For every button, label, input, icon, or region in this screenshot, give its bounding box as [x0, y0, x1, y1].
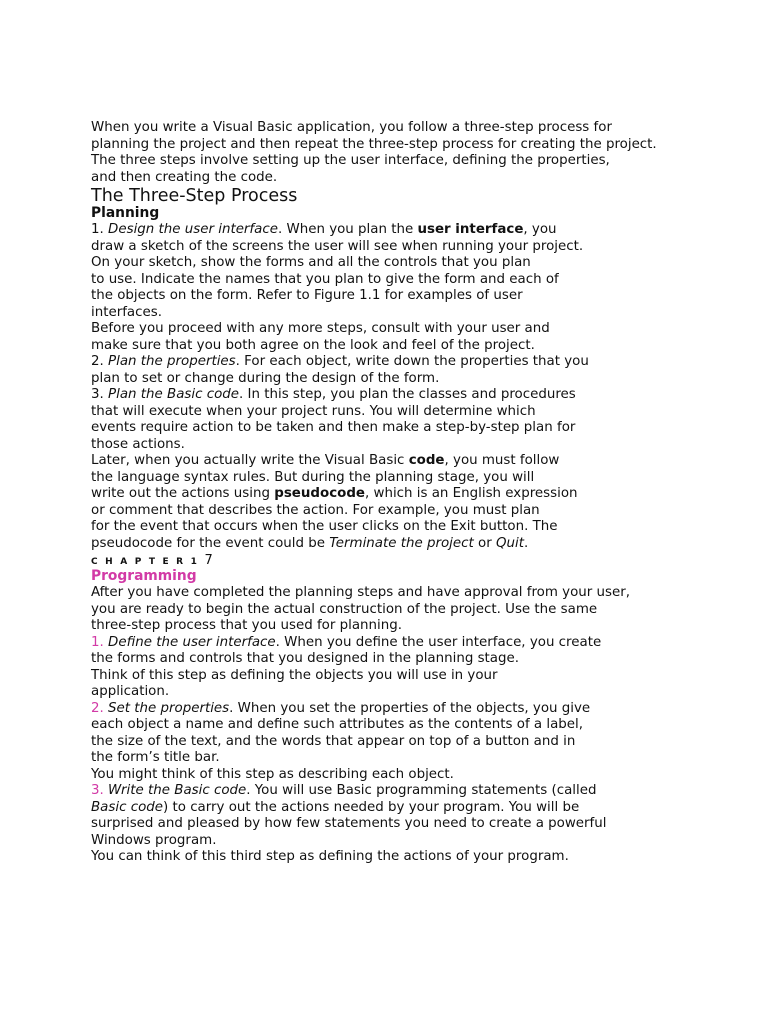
planning-heading: Planning [91, 205, 160, 221]
programming-step3-line2 [91, 800, 728, 817]
programming-line: After you have completed the planning steps and have approval from your user, [91, 585, 631, 600]
step-text: . When you define the user interface, you create [275, 634, 602, 650]
planning-line: On your sketch, show the forms and all the controls that you plan [91, 255, 531, 270]
programming-heading: Programming [91, 568, 197, 584]
programming-line: the size of the text, and the words that appear on top of a button and in [91, 733, 576, 749]
step-title: Write the Basic code [108, 783, 247, 798]
step-number: 2. [91, 700, 109, 716]
programming-step1-line [91, 635, 728, 652]
planning-line: those actions. [91, 436, 185, 452]
bold-term: user interface [417, 222, 524, 237]
chapter-label [91, 554, 728, 568]
planning-pseudo-line [91, 486, 728, 503]
italic-term: Basic code [91, 799, 164, 815]
planning-line: for the event that occurs when the user clicks on the Exit button. The [91, 519, 558, 534]
body-text: , you must follow [444, 453, 560, 468]
planning-line: or comment that describes the action. For example, you must plan [91, 502, 540, 518]
step-title: Set the properties [108, 700, 230, 716]
chapter-page-number: 7 [204, 553, 214, 568]
planning-line: to use. Indicate the names that you plan to give the form and each of [91, 271, 559, 287]
planning-line: plan to set or change during the design of the form. [91, 370, 440, 386]
planning-line: Before you proceed with any more steps, consult with your user and [91, 321, 550, 336]
intro-paragraph [91, 120, 728, 186]
italic-term: Terminate the project [329, 535, 474, 551]
body-text: . [523, 535, 529, 551]
body-text: ) to carry out the actions needed by your program. You will be [163, 799, 580, 815]
programming-line: application. [91, 684, 170, 699]
planning-later-line [91, 453, 728, 470]
intro-line: and then creating the code. [91, 169, 278, 185]
step-text: . In this step, you plan the classes and procedures [239, 387, 576, 402]
programming-section [91, 568, 728, 866]
planning-line: interfaces. [91, 304, 162, 320]
programming-line: each object a name and define such attributes as the contents of a label, [91, 717, 584, 732]
section-title: The Three-Step Process [91, 186, 298, 206]
planning-line: that will execute when your project runs. You will determine which [91, 403, 536, 419]
italic-term: Quit [495, 535, 524, 551]
chapter-text: C H A P T E R 1 [91, 557, 200, 567]
planning-line: the language syntax rules. But during the planning stage, you will [91, 469, 535, 485]
programming-line: You might think of this step as describing each object. [91, 766, 454, 782]
programming-line: the forms and controls that you designed in the planning stage. [91, 651, 519, 666]
planning-step1-line [91, 222, 728, 239]
programming-step2-line [91, 701, 728, 718]
programming-line: You can think of this third step as defining the actions of your program. [91, 849, 569, 864]
step-number: 1. [91, 222, 109, 237]
bold-term: pseudocode [274, 486, 365, 501]
planning-step3-line [91, 387, 728, 404]
step-number: 3. [91, 387, 109, 402]
programming-line: Windows program. [91, 832, 217, 848]
step-title: Design the user interface [108, 222, 278, 237]
intro-line: The three steps involve setting up the user interface, defining the properties, [91, 153, 610, 168]
step-text: . When you plan the [277, 222, 418, 237]
planning-final-line [91, 536, 728, 553]
step-title: Plan the Basic code [108, 387, 240, 402]
step-text: . For each object, write down the properties that you [235, 354, 589, 369]
step-text: . You will use Basic programming statements (called [246, 783, 597, 798]
step-number: 1. [91, 634, 109, 650]
chapter-marker [91, 554, 728, 568]
planning-line: draw a sketch of the screens the user will see when running your project. [91, 238, 584, 254]
planning-line: the objects on the form. Refer to Figure 1.1 for examples of user [91, 288, 523, 303]
programming-line: three-step process that you used for planning. [91, 618, 402, 633]
body-text: Later, when you actually write the Visual Basic [91, 453, 409, 468]
step-text: , you [523, 222, 557, 237]
section-title-block [91, 186, 728, 207]
body-text: , which is an English expression [365, 486, 578, 501]
bold-term: code [408, 453, 445, 468]
intro-line: planning the project and then repeat the three-step process for creating the project. [91, 136, 657, 152]
planning-line: make sure that you both agree on the look and feel of the project. [91, 337, 535, 353]
body-text: write out the actions using [91, 486, 275, 501]
planning-line: events require action to be taken and then make a step-by-step plan for [91, 420, 576, 435]
programming-line: Think of this step as defining the objects you will use in your [91, 667, 498, 683]
planning-step2-line [91, 354, 728, 371]
programming-line: surprised and pleased by how few statements you need to create a powerful [91, 816, 607, 831]
step-number: 3. [91, 783, 109, 798]
programming-line: the form’s title bar. [91, 750, 220, 765]
step-title: Plan the properties [108, 354, 236, 369]
intro-line: When you write a Visual Basic application, you follow a three-step process for [91, 120, 612, 135]
body-text: pseudocode for the event could be [91, 535, 330, 551]
programming-step3-line [91, 783, 728, 800]
planning-section [91, 205, 728, 552]
body-text: or [473, 535, 496, 551]
step-number: 2. [91, 354, 109, 369]
step-title: Define the user interface [108, 634, 276, 650]
programming-line: you are ready to begin the actual construction of the project. Use the same [91, 601, 598, 617]
step-text: . When you set the properties of the objects, you give [229, 700, 591, 716]
